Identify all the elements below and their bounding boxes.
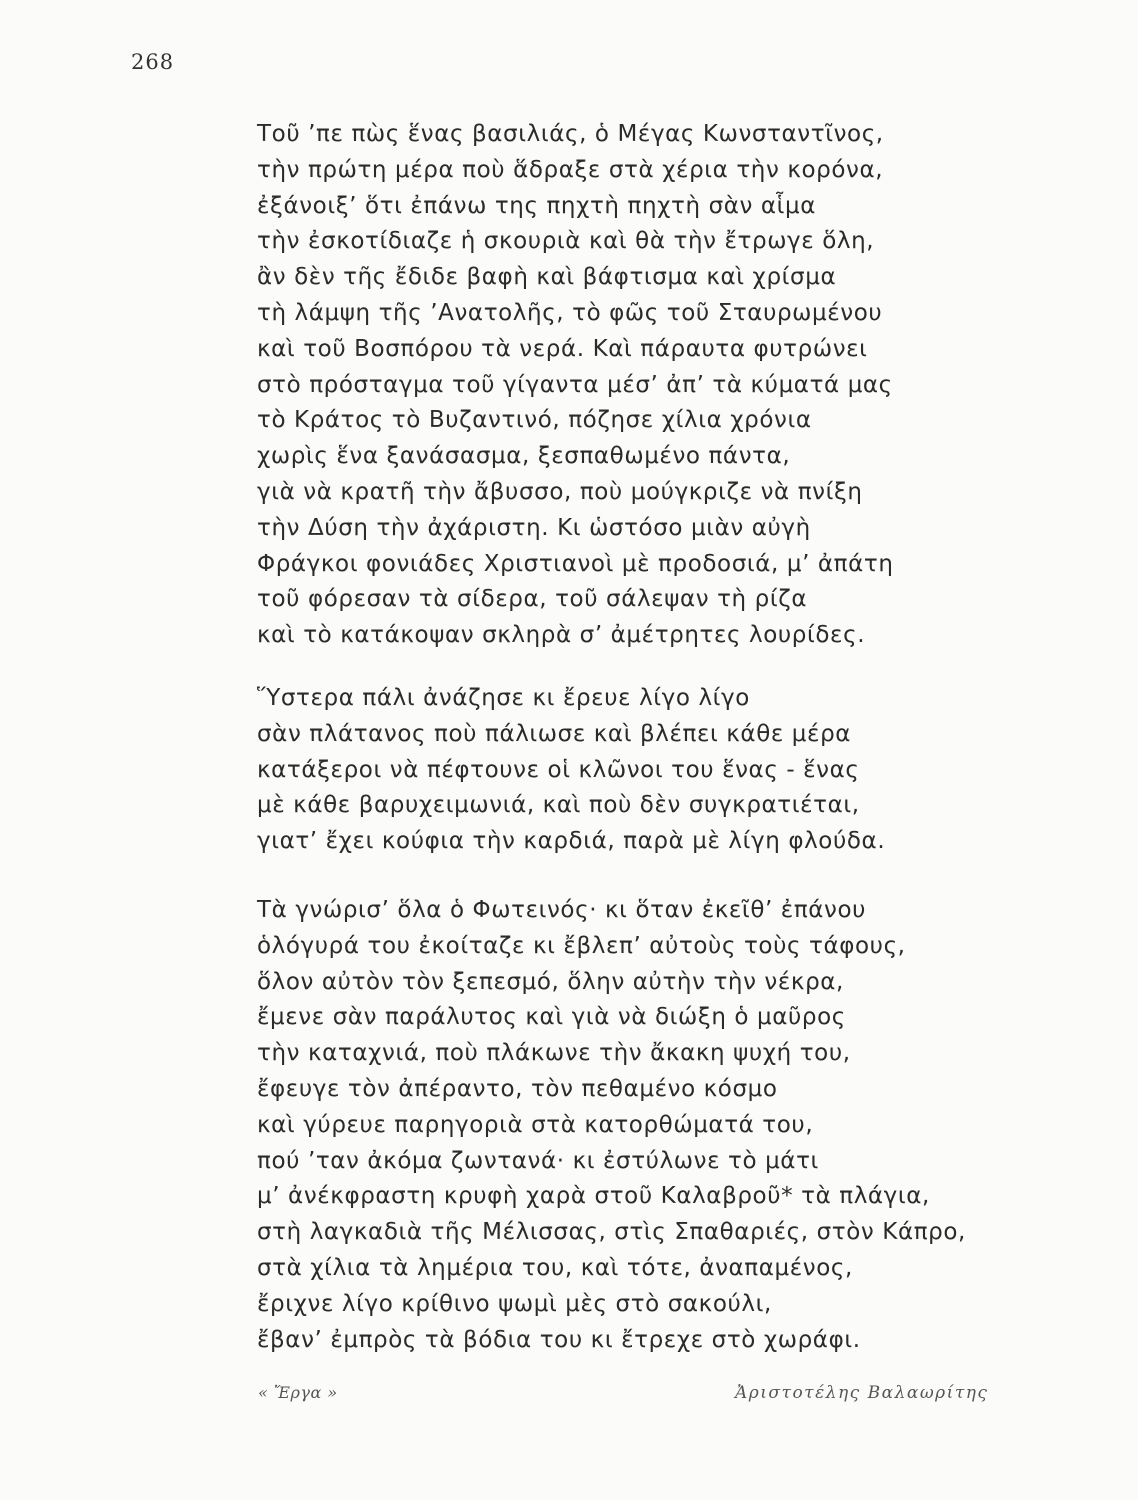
- poem-line: κατάξεροι νὰ πέφτουνε οἱ κλῶνοι του ἕνας - ἕνας: [257, 756, 860, 783]
- poem-line: χωρὶς ἕνα ξανάσασμα, ξεσπαθωμένο πάντα,: [257, 443, 791, 470]
- poem-line: πού ’ταν ἀκόμα ζωντανά· κι ἐστύλωνε τὸ μάτι: [257, 1147, 819, 1174]
- poem-line: τὴν ἐσκοτίδιαζε ἡ σκουριὰ καὶ θὰ τὴν ἔτρωγε ὅλη,: [257, 228, 875, 255]
- poem-line: ὁλόγυρά του ἐκοίταζε κι ἔβλεπ’ αὐτοὺς τοὺς τάφους,: [257, 932, 906, 959]
- poem-line: ἔμενε σὰν παράλυτος καὶ γιὰ νὰ διώξη ὁ μαῦρος: [257, 1004, 846, 1031]
- source-title: « Ἔργα »: [258, 1383, 338, 1402]
- poem-line: ἂν δὲν τῆς ἔδιδε βαφὴ καὶ βάφτισμα καὶ χρίσμα: [257, 264, 837, 291]
- poem-line: Τὰ γνώρισ’ ὅλα ὁ Φωτεινός· κι ὅταν ἐκεῖθ’ ἐπάνου: [257, 897, 867, 923]
- poem-line: τοῦ φόρεσαν τὰ σίδερα, τοῦ σάλεψαν τὴ ρίζα: [257, 586, 808, 613]
- stanza-2: [257, 681, 885, 860]
- poem-line: μ’ ἀνέκφραστη κρυφὴ χαρὰ στοῦ Καλαβροῦ* τὰ πλάγια,: [257, 1183, 930, 1210]
- poem-line: τὸ Κράτος τὸ Βυζαντινό, πόζησε χίλια χρόνια: [257, 407, 812, 434]
- poem-line: στὴ λαγκαδιὰ τῆς Μέλισσας, στὶς Σπαθαριές, στὸν Κάπρο,: [257, 1219, 966, 1246]
- poem-line: σὰν πλάτανος ποὺ πάλιωσε καὶ βλέπει κάθε μέρα: [257, 720, 852, 747]
- stanza-3: [257, 893, 966, 1358]
- poem-line: ἔριχνε λίγο κρίθινο ψωμὶ μὲς στὸ σακούλι,: [257, 1290, 772, 1317]
- poem-line: μὲ κάθε βαρυχειμωνιά, καὶ ποὺ δὲν συγκρατιέται,: [257, 792, 860, 819]
- poem-line: ὅλον αὐτὸν τὸν ξεπεσμό, ὅλην αὐτὴν τὴν νέκρα,: [257, 968, 844, 995]
- stanza-1: [257, 117, 894, 654]
- poem-line: ἔφευγε τὸν ἀπέραντο, τὸν πεθαμένο κόσμο: [257, 1075, 778, 1102]
- poem-line: ἐξάνοιξ’ ὅτι ἐπάνω της πηχτὴ πηχτὴ σὰν αἷμα: [257, 192, 816, 219]
- poem-line: καὶ τοῦ Βοσπόρου τὰ νερά. Καὶ πάραυτα φυτρώνει: [257, 335, 868, 362]
- poem-line: καὶ τὸ κατάκοψαν σκληρὰ σ’ ἀμέτρητες λουρίδες.: [257, 622, 866, 649]
- poem-line: Τοῦ ’πε πὼς ἕνας βασιλιάς, ὁ Μέγας Κωνσταντῖνος,: [257, 121, 884, 147]
- poem-line: γιατ’ ἔχει κούφια τὴν καρδιά, παρὰ μὲ λίγη φλούδα.: [257, 828, 886, 855]
- poem-line: στὸ πρόσταγμα τοῦ γίγαντα μέσ’ ἀπ’ τὰ κύματά μας: [257, 371, 893, 398]
- poem-line: γιὰ νὰ κρατῆ τὴν ἄβυσσο, ποὺ μούγκριζε νὰ πνίξη: [257, 478, 863, 505]
- poem-line: τὴν καταχνιά, ποὺ πλάκωνε τὴν ἄκακη ψυχή του,: [257, 1040, 851, 1067]
- poem-line: ἔβαν’ ἐμπρὸς τὰ βόδια του κι ἔτρεχε στὸ χωράφι.: [257, 1326, 861, 1353]
- poem-line: Φράγκοι φονιάδες Χριστιανοὶ μὲ προδοσιά, μ’ ἀπάτη: [257, 550, 894, 577]
- poem-line: Ὕστερα πάλι ἀνάζησε κι ἔρευε λίγο λίγο: [257, 685, 750, 711]
- poem-line: τὴν Δύση τὴν ἀχάριστη. Κι ὡστόσο μιὰν αὐγὴ: [257, 514, 811, 541]
- poem-line: καὶ γύρευε παρηγοριὰ στὰ κατορθώματά του,: [257, 1111, 814, 1138]
- author-name: Ἀριστοτέλης Βαλαωρίτης: [735, 1383, 989, 1403]
- poem-line: τὴν πρώτη μέρα ποὺ ἅδραξε στὰ χέρια τὴν κορόνα,: [257, 156, 884, 183]
- poem-line: στὰ χίλια τὰ λημέρια του, καὶ τότε, ἀναπαμένος,: [257, 1254, 853, 1281]
- page-number: 268: [131, 50, 175, 74]
- poem-line: τὴ λάμψη τῆς ’Ανατολῆς, τὸ φῶς τοῦ Σταυρωμένου: [257, 299, 883, 326]
